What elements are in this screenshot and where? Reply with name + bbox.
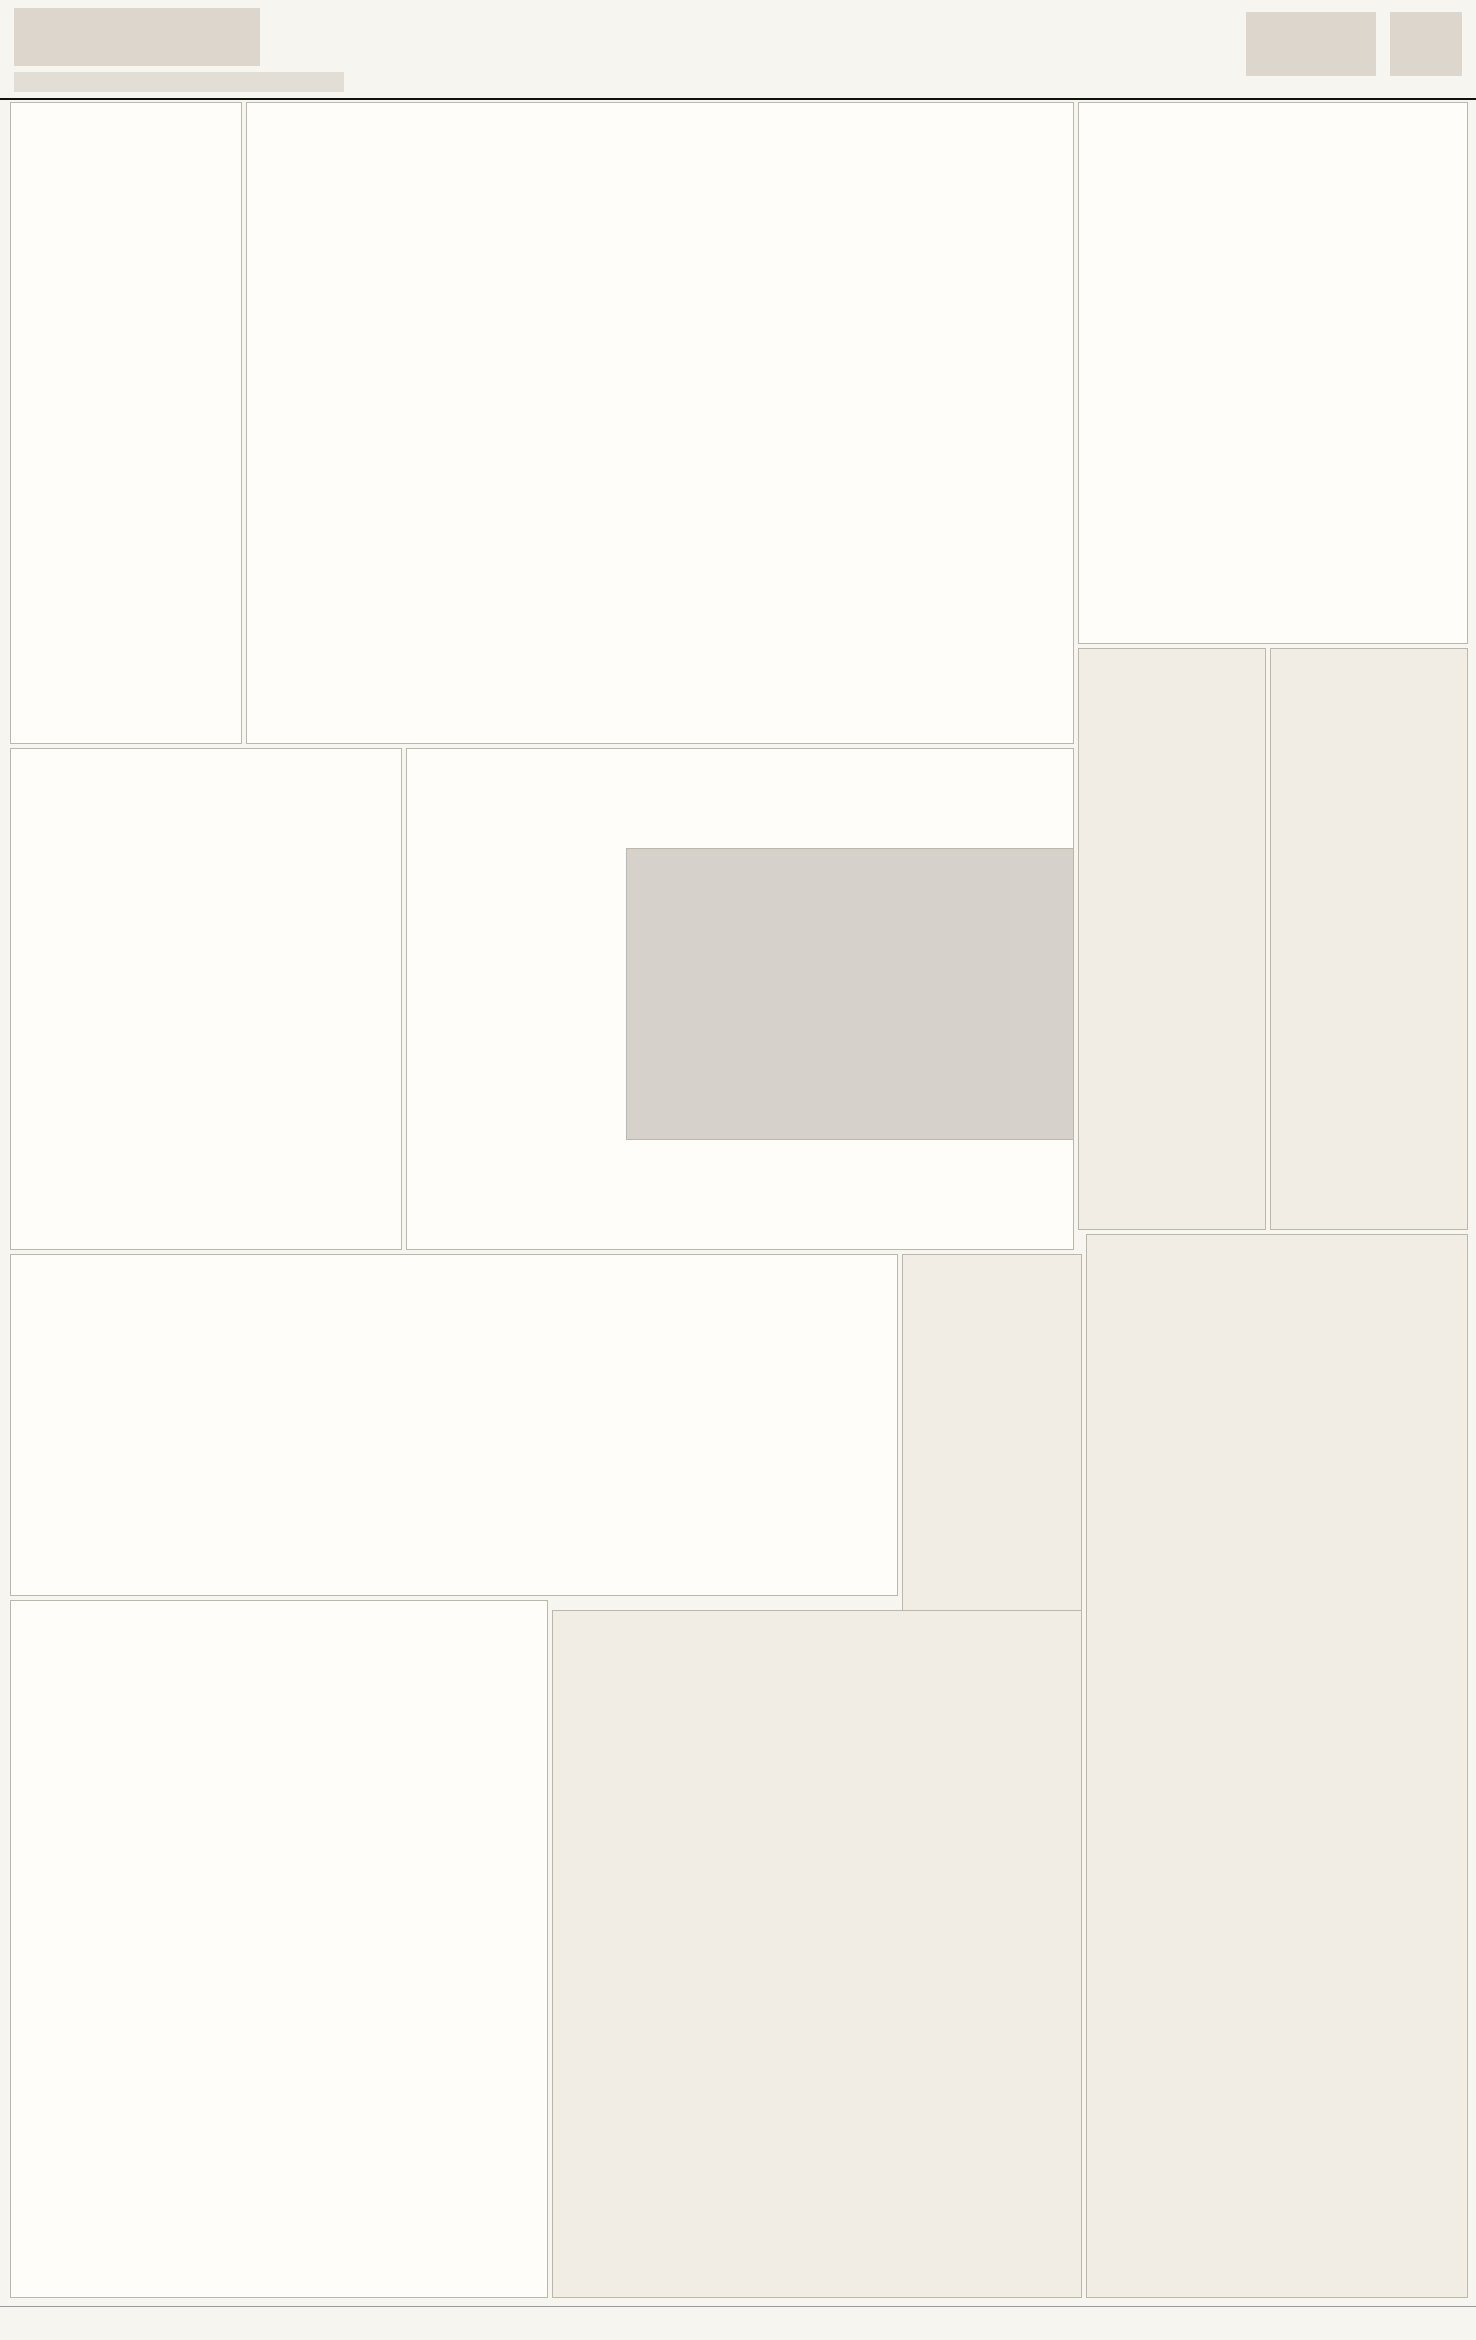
story-3	[1078, 102, 1468, 644]
ad-2	[1270, 648, 1468, 1230]
ad-5	[552, 1610, 1082, 2298]
page-footer	[0, 2306, 1476, 2340]
masthead-section-title	[1246, 12, 1376, 76]
ad-1	[1078, 648, 1266, 1230]
ad-4	[1086, 1234, 1468, 2298]
masthead-dateline	[14, 72, 344, 92]
masthead-page-number	[1390, 12, 1462, 76]
masthead-logo	[14, 8, 260, 66]
masthead	[0, 0, 1476, 100]
story-6	[10, 1254, 898, 1596]
story-1	[10, 102, 242, 744]
news-photo	[626, 848, 1074, 1140]
story-4	[10, 748, 402, 1250]
story-7	[10, 1600, 548, 2298]
story-2	[246, 102, 1074, 744]
